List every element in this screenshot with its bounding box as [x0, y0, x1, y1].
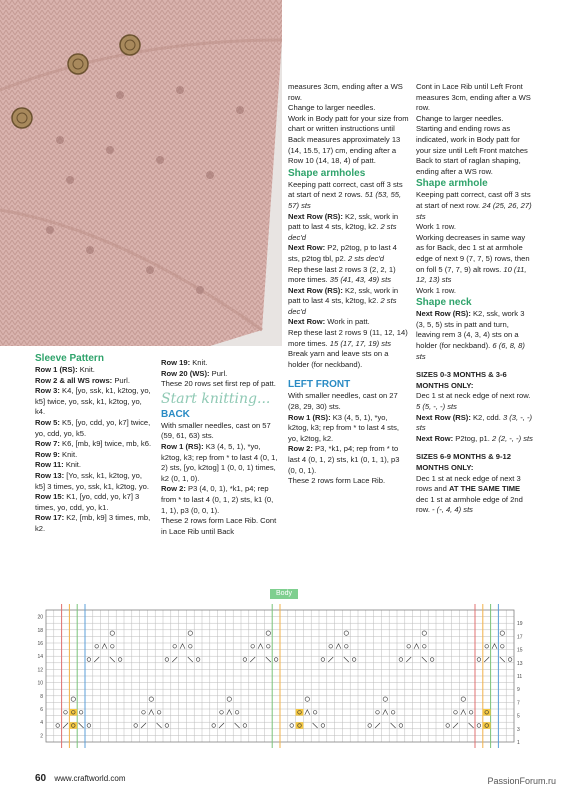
yarn-over-symbol — [321, 658, 325, 662]
instruction-line: Keeping patt correct, cast off 3 sts at start of next 2 rows. 51 (53, 55, 57) sts — [288, 179, 403, 210]
sizes-heading-2: SIZES 6-9 MONTHS & 9-12 MONTHS ONLY: — [416, 452, 511, 472]
k2tog-symbol — [453, 723, 458, 728]
ssk-symbol — [157, 723, 162, 728]
cdd-symbol — [336, 644, 341, 649]
yarn-over-symbol — [508, 658, 512, 662]
bobble-symbol — [305, 697, 309, 701]
column-4 — [416, 82, 534, 516]
k2tog-symbol — [328, 657, 333, 662]
yarn-over-symbol — [430, 658, 434, 662]
chart-row-label: 17 — [517, 634, 523, 641]
col4-intro3: Starting and ending rows as indicated, work in Body patt for your size until Left Front matches Back to start of raglan shaping, ending after a WS row. — [416, 124, 528, 176]
instruction-line: Working decreases in same way as for Back, dec 1 st at armhole edge of next 9 (7, 7, 5) rows, then on foll 5 (7, 7, 9) alt rows. 10 (11, 12, 13) sts — [416, 232, 530, 285]
instruction-line: Row 3: K4, [yo, ssk, k1, k2tog, yo, k5] twice, yo, ssk, k1, k2tog, yo, k4. — [35, 386, 151, 417]
bobble-symbol — [266, 631, 270, 635]
col3-intro3: Work in Body patt for your size from chart or written instructions until Back measures approximately 13 (14, 15.5, 17) cm, ending after a Row 10 (14, 18, 4) of patt. — [288, 113, 409, 166]
yarn-over-symbol — [64, 711, 68, 715]
yarn-over-symbol — [399, 658, 403, 662]
k2tog-symbol — [172, 657, 177, 662]
bobble-symbol — [227, 697, 231, 701]
cdd-symbol — [305, 710, 310, 715]
bobble-symbol — [149, 697, 153, 701]
cdd-symbol — [102, 644, 107, 649]
instruction-line: Row 2: P3 (4, 0, 1), *k1, p4; rep from * to last 4 (0, 1, 2) sts, k1 (0, 1, 1), p3 (0, 0, 1). — [161, 484, 274, 515]
chart-row-label: 18 — [37, 627, 43, 634]
instruction-line: Row 1 (RS): K3 (4, 5, 1), *yo, k2tog, k3; rep from * to last 4 (0, 1, 2) sts, [yo, k2tog] 1 (0, 0, 1) times, k2 (0, 1, 0). — [161, 441, 278, 483]
bobble-symbol — [110, 631, 114, 635]
yarn-over-symbol — [95, 645, 99, 649]
cdd-symbol — [180, 644, 185, 649]
yarn-over-symbol — [477, 658, 481, 662]
instruction-line: These 2 rows form Lace Rib. Cont in Lace Rib until Back — [161, 516, 277, 536]
sizes-heading-1: SIZES 0-3 MONTHS & 3-6 MONTHS ONLY: — [416, 370, 507, 390]
ssk-symbol — [110, 657, 115, 662]
cdd-symbol — [461, 710, 466, 715]
bobble-symbol — [422, 631, 426, 635]
yarn-over-symbol — [243, 658, 247, 662]
instruction-line: With smaller needles, cast on 57 (59, 61, 63) sts. — [161, 420, 271, 441]
instruction-line: These 20 rows set first rep of patt. — [161, 379, 276, 389]
instruction-line: These 2 rows form Lace Rib. — [288, 476, 386, 486]
yarn-over-symbol — [376, 711, 380, 715]
yarn-over-symbol — [134, 724, 138, 728]
chart-row-label: 14 — [37, 654, 43, 661]
cdd-symbol — [227, 710, 232, 715]
instruction-line: With smaller needles, cast on 27 (28, 29, 30) sts. — [288, 391, 398, 412]
bobble-symbol — [344, 631, 348, 635]
yarn-over-symbol — [142, 711, 146, 715]
yarn-over-symbol — [313, 711, 317, 715]
yarn-over-symbol — [407, 645, 411, 649]
chart-row-label: 7 — [517, 700, 520, 707]
ssk-symbol — [344, 657, 349, 662]
instruction-line: Dec 1 st at neck edge of next 3 rows and AT THE SAME TIME dec 1 st at armhole edge of 2nd row. - (-, 4, 4) sts — [416, 473, 523, 515]
yarn-over-symbol — [235, 711, 239, 715]
start-knitting-title: Start knitting... — [161, 390, 271, 407]
left-front-heading: LEFT FRONT — [288, 379, 351, 391]
yarn-over-symbol — [118, 658, 122, 662]
instruction-line: Row 20 (WS): Purl. — [161, 368, 228, 378]
instruction-line: Next Row (RS): K2, cdd. 3 (3, -, -) sts — [416, 412, 533, 433]
back-heading: BACK — [161, 408, 190, 420]
chart-row-label: 12 — [37, 667, 43, 674]
instruction-line: Break yarn and leave sts on a holder (for neckband). — [288, 349, 389, 369]
k2tog-symbol — [141, 723, 146, 728]
cdd-symbol — [383, 710, 388, 715]
chart-row-label: 9 — [517, 687, 520, 694]
instruction-line: Row 17: K2, [mb, k9] 3 times, mb, k2. — [35, 513, 151, 533]
cdd-symbol — [258, 644, 263, 649]
highlight-cell — [69, 709, 77, 716]
footer — [35, 773, 125, 784]
col3-intro2: Change to larger needles. — [288, 103, 376, 113]
instruction-line: Row 11: Knit. — [35, 460, 82, 470]
col4-intro: Cont in Lace Rib until Left Front measures 3cm, ending after a WS row. — [416, 82, 531, 113]
instruction-line: Rep these last 2 rows 3 (2, 2, 1) more times. 35 (41, 43, 49) sts — [288, 264, 396, 285]
chart-title: Body — [270, 589, 298, 599]
watermark: PassionForum.ru — [487, 776, 556, 786]
yarn-over-symbol — [220, 711, 224, 715]
ssk-symbol — [469, 723, 474, 728]
instruction-line: Keeping patt correct, cast off 3 sts at start of next row. 24 (25, 26, 27) sts — [416, 190, 532, 221]
bobble-symbol — [188, 631, 192, 635]
yarn-over-symbol — [290, 724, 294, 728]
yarn-over-symbol — [79, 711, 83, 715]
yarn-over-symbol — [352, 658, 356, 662]
instruction-line: Row 1 (RS): Knit. — [35, 365, 95, 374]
instruction-line: Dec 1 st at neck edge of next row. 5 (5, -, -) sts — [416, 391, 531, 412]
highlight-cell — [69, 722, 77, 729]
chart-row-label: 15 — [517, 647, 523, 654]
ssk-symbol — [391, 723, 396, 728]
yarn-over-symbol — [501, 645, 505, 649]
chart-row-label: 16 — [37, 641, 43, 647]
k2tog-symbol — [484, 657, 489, 662]
cdd-symbol — [149, 710, 154, 715]
instruction-line: Rep these last 2 rows 9 (11, 12, 14) more times. 15 (17, 17, 19) sts — [288, 328, 408, 348]
k2tog-symbol — [406, 657, 411, 662]
cdd-symbol — [492, 644, 497, 649]
yarn-over-symbol — [391, 711, 395, 715]
chart-row-label: 20 — [37, 614, 43, 621]
sleeve-pattern-heading: Sleeve Pattern — [35, 353, 104, 364]
website: www.craftworld.com — [54, 774, 126, 783]
yarn-over-symbol — [446, 724, 450, 728]
chart-row-label: 3 — [517, 726, 520, 733]
cdd-symbol — [414, 644, 419, 649]
k2tog-symbol — [219, 723, 224, 728]
chart-row-label: 13 — [517, 660, 523, 667]
shape-armhole-heading: Shape armhole — [416, 178, 488, 190]
yarn-over-symbol — [251, 645, 255, 649]
k2tog-symbol — [250, 657, 255, 662]
bobble-symbol — [500, 631, 504, 635]
chart-row-label: 8 — [40, 693, 43, 700]
ssk-symbol — [188, 657, 193, 662]
yarn-over-symbol — [267, 645, 271, 649]
yarn-over-symbol — [423, 645, 427, 649]
yarn-over-symbol — [165, 658, 169, 662]
ssk-symbol — [235, 723, 240, 728]
yarn-over-symbol — [87, 724, 91, 728]
instruction-line: Row 13: [Yo, ssk, k1, k2tog, yo, k5] 3 times, yo, ssk, k1, k2tog, yo. — [35, 470, 149, 491]
instruction-line: Row 9: Knit. — [35, 449, 78, 459]
yarn-over-symbol — [173, 645, 177, 649]
bobble-symbol — [383, 697, 387, 701]
chart-row-label: 19 — [517, 621, 523, 628]
yarn-over-symbol — [321, 724, 325, 728]
instruction-line: Next Row (RS): K2, ssk, work in patt to last 4 sts, k2tog, k2. 2 sts dec'd — [288, 285, 399, 316]
instruction-line: Row 2: P3, *k1, p4; rep from * to last 4 (0, 1, 2) sts, k1 (0, 1, 1), p3 (0, 0, 1). — [288, 444, 400, 475]
instruction-line: Row 5: K5, [yo, cdd, yo, k7] twice, yo, cdd, yo, k5. — [35, 417, 151, 438]
bobble-symbol — [461, 697, 465, 701]
instruction-line: Row 2 & all WS rows: Purl. — [35, 375, 130, 385]
yarn-over-symbol — [469, 711, 473, 715]
chart-row-label: 5 — [517, 713, 520, 720]
k2tog-symbol — [63, 723, 68, 728]
yarn-over-symbol — [196, 658, 200, 662]
bobble-symbol — [71, 697, 75, 701]
instruction-line: Next Row: P2tog, p1. 2 (2, -, -) sts — [416, 433, 533, 443]
chart-row-label: 10 — [37, 680, 43, 687]
yarn-over-symbol — [189, 645, 193, 649]
highlight-cell — [483, 722, 491, 729]
yarn-over-symbol — [274, 658, 278, 662]
yarn-over-symbol — [243, 724, 247, 728]
column-1 — [35, 352, 153, 535]
yarn-over-symbol — [399, 724, 403, 728]
yarn-over-symbol — [329, 645, 333, 649]
instruction-line: Row 15: K1, [yo, cdd, yo, k7] 3 times, yo, cdd, yo, k1. — [35, 492, 140, 512]
chart-row-label: 6 — [40, 707, 43, 713]
yarn-over-symbol — [454, 711, 458, 715]
yarn-over-symbol — [165, 724, 169, 728]
highlight-cell — [296, 709, 304, 716]
instruction-line: Next Row: P2, p2tog, p to last 4 sts, p2tog tbl, p2. 2 sts dec'd — [288, 243, 397, 263]
instruction-line: Next Row: Work in patt. — [288, 317, 370, 327]
yarn-over-symbol — [157, 711, 161, 715]
ssk-symbol — [79, 723, 84, 728]
instruction-line: Next Row (RS): K2, ssk, work in patt to last 4 sts, k2tog, k2. 2 sts dec'd — [288, 211, 399, 242]
yarn-over-symbol — [56, 724, 60, 728]
chart-row-label: 2 — [40, 733, 43, 740]
yarn-over-symbol — [87, 658, 91, 662]
yarn-over-symbol — [477, 724, 481, 728]
ssk-symbol — [266, 657, 271, 662]
shape-neck-heading: Shape neck — [416, 297, 472, 309]
highlight-cell — [296, 722, 304, 729]
chart-row-label: 11 — [517, 674, 523, 680]
column-2 — [161, 358, 279, 537]
col3-intro: measures 3cm, ending after a WS row. — [288, 82, 403, 102]
page-number: 60 — [35, 773, 47, 784]
yarn-over-symbol — [111, 645, 115, 649]
k2tog-symbol — [94, 657, 99, 662]
col4-intro2: Change to larger needles. — [416, 113, 504, 123]
instruction-line: Row 1 (RS): K3 (4, 5, 1), *yo, k2tog, k3; rep from * to last 4 sts, yo, k2tog, k2. — [288, 412, 399, 443]
instruction-line: Row 7: K6, [mb, k9] twice, mb, k6. — [35, 439, 152, 449]
ssk-symbol — [500, 657, 505, 662]
instruction-line: Next Row (RS): K2, ssk, work 3 (3, 5, 5) sts in patt and turn, leaving rem 3 (4, 3, 4) sts on a holder (for neckband). 6 (6, 8, 8) sts — [416, 309, 525, 361]
column-3 — [288, 82, 410, 487]
instruction-line: Work 1 row. — [416, 222, 456, 232]
yarn-over-symbol — [368, 724, 372, 728]
shape-armholes-heading: Shape armholes — [288, 167, 366, 179]
chart-row-label: 4 — [40, 720, 43, 727]
instruction-line: Row 19: Knit. — [161, 358, 208, 367]
yarn-over-symbol — [212, 724, 216, 728]
yarn-over-symbol — [345, 645, 349, 649]
instruction-line: Work 1 row. — [416, 285, 456, 295]
k2tog-symbol — [375, 723, 380, 728]
chart-row-label: 1 — [517, 740, 520, 746]
ssk-symbol — [313, 723, 318, 728]
knitting-photo — [0, 0, 282, 346]
yarn-over-symbol — [485, 645, 489, 649]
highlight-cell — [483, 709, 491, 716]
body-chart — [34, 588, 530, 754]
ssk-symbol — [422, 657, 427, 662]
